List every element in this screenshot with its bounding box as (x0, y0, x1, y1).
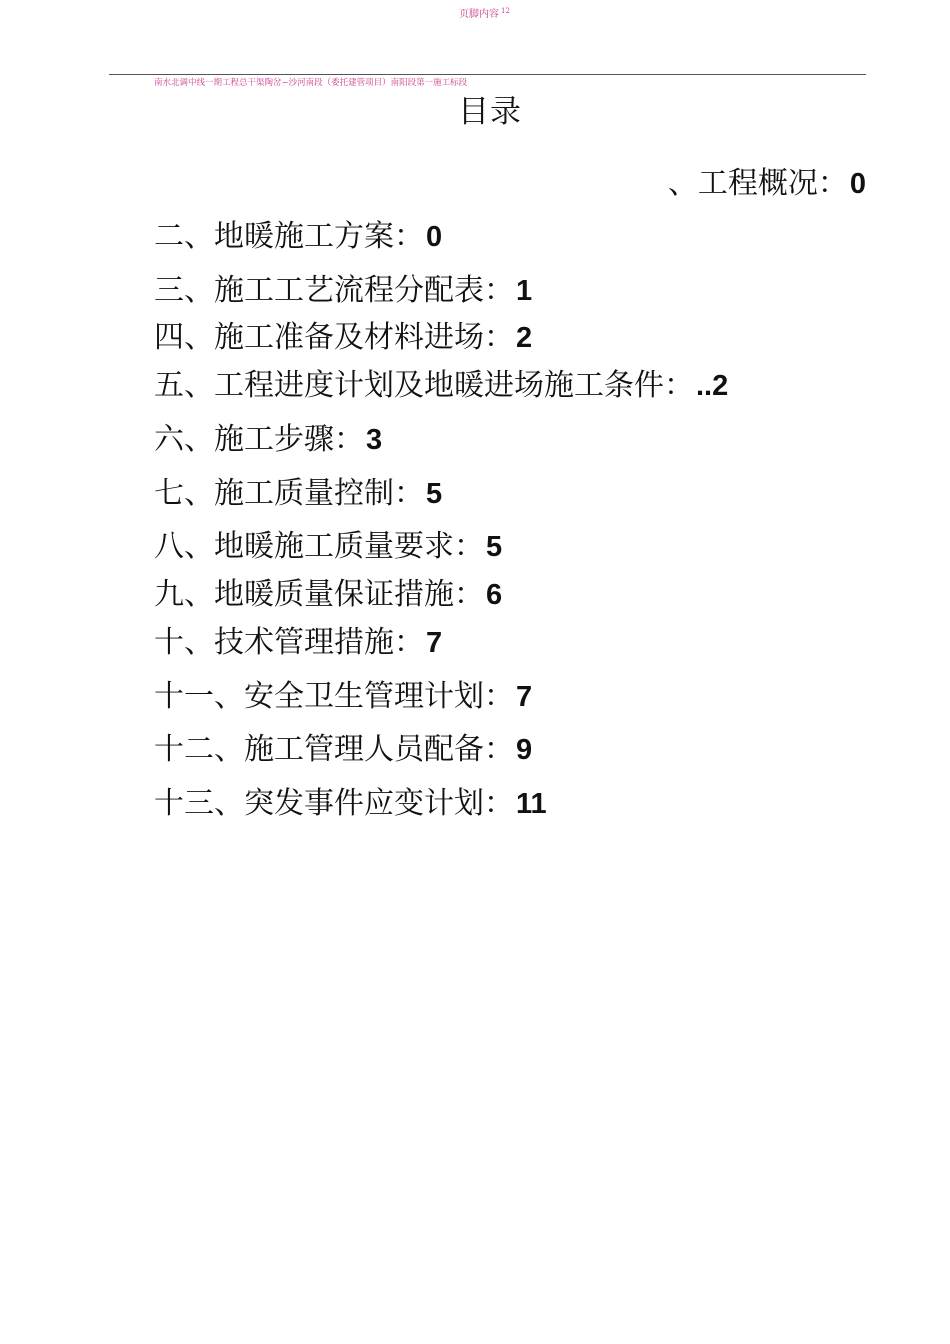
toc-entry-page: 1 (516, 275, 533, 307)
toc-entry-page: 11 (516, 788, 547, 820)
toc-entry-text: 三、施工工艺流程分配表： (154, 273, 514, 308)
toc-entry-text: 四、施工准备及材料进场： (154, 320, 514, 355)
toc-entry-page: ..2 (696, 370, 729, 402)
toc-entry-page: 5 (426, 478, 443, 510)
toc-entry-page: 9 (516, 734, 533, 766)
toc-entry-1[interactable] (668, 166, 866, 202)
toc-entry-page: 0 (849, 168, 866, 200)
header-project-title: 南水北调中线一期工程总干渠陶岔~沙河南段（委托建管项目）南阳段第一施工标段 (154, 78, 468, 88)
toc-title: 目录 (458, 94, 522, 130)
toc-entry-3[interactable] (154, 273, 532, 309)
toc-entry-9[interactable] (154, 577, 502, 613)
toc-entry-text: 十二、施工管理人员配备： (154, 732, 514, 767)
toc-entry-text: 六、施工步骤： (154, 422, 364, 457)
toc-entry-2[interactable] (154, 219, 442, 255)
header-divider (109, 74, 866, 75)
toc-entry-7[interactable] (154, 476, 442, 512)
toc-entry-4[interactable] (154, 320, 532, 356)
page-footer-label (459, 5, 510, 20)
toc-entry-page: 5 (486, 531, 503, 563)
toc-entry-page: 7 (516, 681, 533, 713)
toc-entry-6[interactable] (154, 422, 382, 458)
toc-entry-text: 二、地暖施工方案： (154, 219, 424, 254)
toc-entry-5[interactable] (154, 368, 728, 404)
toc-entry-text: 九、地暖质量保证措施： (154, 577, 484, 612)
toc-entry-12[interactable] (154, 732, 532, 768)
toc-entry-text: 五、工程进度计划及地暖进场施工条件： (154, 368, 694, 403)
toc-entry-8[interactable] (154, 529, 502, 565)
toc-entry-text: 十、技术管理措施： (154, 625, 424, 660)
page-footer-text: 页脚内容 (459, 9, 499, 20)
toc-entry-10[interactable] (154, 625, 442, 661)
toc-entry-13[interactable] (154, 786, 547, 822)
toc-entry-page: 3 (366, 424, 383, 456)
toc-entry-page: 7 (426, 627, 443, 659)
toc-entry-11[interactable] (154, 679, 532, 715)
toc-entry-text: 八、地暖施工质量要求： (154, 529, 484, 564)
toc-entry-text: 七、施工质量控制： (154, 476, 424, 511)
toc-entry-text: 、工程概况： (667, 166, 848, 201)
toc-entry-text: 十一、安全卫生管理计划： (154, 679, 514, 714)
toc-entry-page: 2 (516, 322, 533, 354)
page-number-superscript: 12 (501, 7, 510, 15)
toc-entry-page: 0 (426, 221, 443, 253)
toc-entry-page: 6 (486, 579, 503, 611)
toc-entry-text: 十三、突发事件应变计划： (154, 786, 514, 821)
